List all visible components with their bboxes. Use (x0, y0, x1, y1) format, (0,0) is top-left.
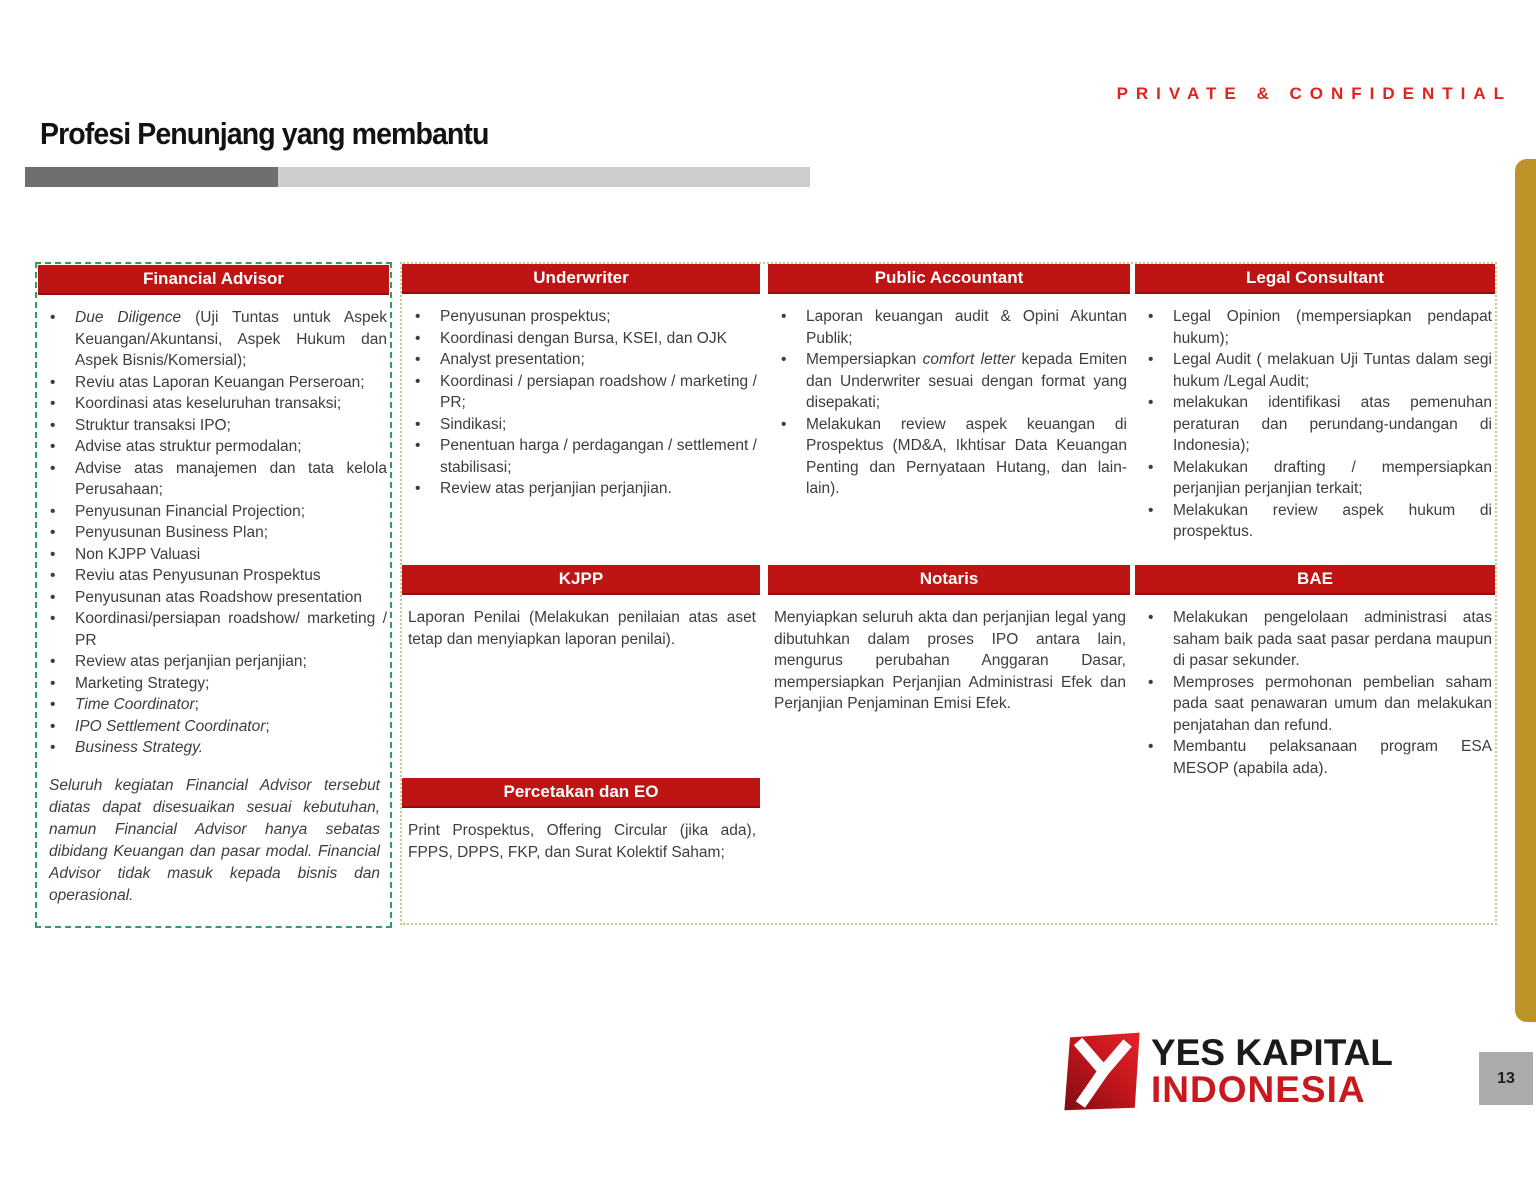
list-item: • Sindikasi; (402, 414, 760, 436)
list-item: • Mempersiapkan comfort letter kepada Emiten dan Underwriter sesuai dengan format yang disepakati; (781, 351, 1127, 411)
financial-advisor-list (37, 295, 390, 759)
bullet-icon: • (781, 415, 787, 433)
bullet-icon: • (50, 567, 56, 584)
list-item: • Melakukan review aspek hukum di prospektus. (1148, 501, 1492, 540)
kjpp-text: Laporan Penilai (Melakukan penilaian atas aset tetap dan menyiapkan laporan penilai). (408, 609, 756, 648)
bullet-icon: • (50, 438, 56, 455)
percetakan-section (402, 778, 760, 863)
bullet-icon: • (415, 480, 421, 497)
bae-list (1135, 595, 1495, 779)
list-item: • Laporan keuangan audit & Opini Akuntan Publik; (781, 308, 1127, 347)
financial-advisor-header: Financial Advisor (38, 265, 389, 295)
bullet-icon: • (1148, 673, 1154, 691)
list-item: • Koordinasi / persiapan roadshow / marketing / PR; (415, 372, 757, 411)
yes-kapital-logo-text (1151, 1034, 1393, 1108)
kjpp-header: KJPP (402, 565, 760, 595)
title-underline-bar (25, 167, 810, 187)
bullet-icon: • (415, 437, 421, 454)
page-title: Profesi Penunjang yang membantu (40, 116, 489, 151)
public-accountant-header: Public Accountant (768, 264, 1130, 294)
bae-section (1135, 565, 1495, 779)
list-item: • Melakukan drafting / mempersiapkan perjanjian perjanjian terkait; (1148, 458, 1492, 497)
yes-kapital-logo (1062, 1030, 1393, 1112)
list-item: • Melakukan pengelolaan administrasi atas saham baik pada saat pasar perdana maupun di pasar sekunder. (1148, 609, 1492, 669)
list-item: • Reviu atas Penyusunan Prospektus (37, 565, 390, 587)
list-item: • Memproses permohonan pembelian saham pada saat penawaran umum dan melakukan penjatahan dan refund. (1148, 673, 1492, 734)
list-item: • Due Diligence (Uji Tuntas untuk Aspek Keuangan/Akuntansi, Aspek Hukum dan Aspek Bisnis/Komersial); (50, 309, 387, 369)
legal-consultant-list (1135, 294, 1495, 543)
bullet-icon: • (415, 351, 421, 368)
bullet-icon: • (781, 308, 787, 325)
underwriter-header: Underwriter (402, 264, 760, 294)
list-item: • Struktur transaksi IPO; (37, 415, 390, 437)
list-item: • Review atas perjanjian perjanjian; (37, 651, 390, 673)
underwriter-section (402, 264, 760, 500)
bullet-icon: • (50, 309, 56, 326)
list-item: • Analyst presentation; (402, 349, 760, 371)
list-item: • IPO Settlement Coordinator; (37, 716, 390, 738)
percetakan-header: Percetakan dan EO (402, 778, 760, 808)
list-item: • Melakukan review aspek keuangan di Prospektus (MD&A, Ikhtisar Data Keuangan Penting dan Pernyataan Hutang, dan lain-lain). (781, 415, 1127, 497)
logo-line2: INDONESIA (1151, 1069, 1366, 1110)
bullet-icon: • (50, 416, 56, 434)
list-item: • Koordinasi atas keseluruhan transaksi; (37, 393, 390, 415)
title-underline-bar-dark-segment (25, 167, 278, 187)
bullet-icon: • (415, 329, 421, 347)
bullet-icon: • (50, 524, 56, 541)
financial-advisor-note: Seluruh kegiatan Financial Advisor tersebut diatas dapat disesuaikan sesuai kebutuhan, namun Financial Advisor hanya sebatas dibidang Keuangan dan pasar modal. Financial Advisor tidak masuk kepada bisnis dan operasional. (49, 776, 380, 904)
underwriter-list (402, 294, 760, 500)
bullet-icon: • (781, 351, 787, 368)
bullet-icon: • (50, 653, 56, 670)
list-item: • Review atas perjanjian perjanjian. (402, 478, 760, 500)
notaris-text: Menyiapkan seluruh akta dan perjanjian legal yang dibutuhkan dalam proses IPO antara lain, mengurus perubahan Anggaran Dasar, mempersiapkan Perjanjian Administrasi Efek dan Perjanjian Penjaminan Emisi Efek. (774, 609, 1126, 712)
list-item: • Non KJPP Valuasi (37, 544, 390, 566)
bullet-icon: • (1148, 394, 1154, 411)
bullet-icon: • (1148, 501, 1154, 519)
bullet-icon: • (1148, 458, 1154, 476)
list-item: • Penyusunan prospektus; (402, 306, 760, 328)
bullet-icon: • (1148, 738, 1154, 755)
right-accent-bar (1515, 159, 1536, 1022)
logo-line1: YES KAPITAL (1151, 1032, 1393, 1073)
bullet-icon: • (1148, 308, 1154, 325)
list-item: • Legal Audit ( melakuan Uji Tuntas dalam segi hukum /Legal Audit; (1148, 351, 1492, 390)
bullet-icon: • (50, 502, 56, 520)
bullet-icon: • (50, 739, 56, 756)
bullet-icon: • (50, 588, 56, 606)
notaris-section (768, 565, 1130, 715)
bullet-icon: • (50, 610, 56, 627)
bullet-icon: • (50, 696, 56, 713)
bullet-icon: • (50, 674, 56, 692)
confidential-label: PRIVATE & CONFIDENTIAL (1116, 84, 1512, 103)
list-item: • Penentuan harga / perdagangan / settlement / stabilisasi; (415, 437, 757, 476)
list-item: • Membantu pelaksanaan program ESA MESOP (apabila ada). (1148, 738, 1492, 777)
bullet-icon: • (50, 717, 56, 735)
list-item: • Advise atas manajemen dan tata kelola Perusahaan; (50, 459, 387, 498)
list-item: • Koordinasi/persiapan roadshow/ marketing / PR (50, 610, 387, 649)
professions-grid-box (400, 262, 1497, 925)
list-item: • melakukan identifikasi atas pemenuhan peraturan dan perundang-undangan di Indonesia); (1148, 394, 1492, 454)
bullet-icon: • (50, 395, 56, 412)
legal-consultant-section (1135, 264, 1495, 543)
list-item: • Penyusunan Financial Projection; (37, 501, 390, 523)
bullet-icon: • (415, 372, 421, 390)
notaris-header: Notaris (768, 565, 1130, 595)
list-item: • Koordinasi dengan Bursa, KSEI, dan OJK (402, 328, 760, 350)
list-item: • Time Coordinator; (37, 694, 390, 716)
list-item: • Business Strategy. (37, 737, 390, 759)
kjpp-section (402, 565, 760, 650)
yes-kapital-logo-mark-icon (1062, 1030, 1142, 1112)
financial-advisor-box (35, 262, 392, 928)
bullet-icon: • (50, 545, 56, 563)
list-item: • Legal Opinion (mempersiapkan pendapat hukum); (1148, 308, 1492, 347)
list-item: • Penyusunan Business Plan; (37, 522, 390, 544)
bullet-icon: • (1148, 351, 1154, 368)
legal-consultant-header: Legal Consultant (1135, 264, 1495, 294)
page-number-badge: 13 (1479, 1052, 1533, 1105)
percetakan-text: Print Prospektus, Offering Circular (jika ada), FPPS, DPPS, FKP, dan Surat Kolektif Saham; (408, 822, 756, 861)
bullet-icon: • (415, 308, 421, 325)
bae-header: BAE (1135, 565, 1495, 595)
bullet-icon: • (1148, 609, 1154, 626)
bullet-icon: • (415, 415, 421, 433)
public-accountant-section (768, 264, 1130, 500)
list-item: • Reviu atas Laporan Keuangan Perseroan; (37, 372, 390, 394)
bullet-icon: • (50, 459, 56, 477)
list-item: • Advise atas struktur permodalan; (37, 436, 390, 458)
public-accountant-list (768, 294, 1130, 500)
bullet-icon: • (50, 373, 56, 391)
list-item: • Marketing Strategy; (37, 673, 390, 695)
list-item: • Penyusunan atas Roadshow presentation (37, 587, 390, 609)
